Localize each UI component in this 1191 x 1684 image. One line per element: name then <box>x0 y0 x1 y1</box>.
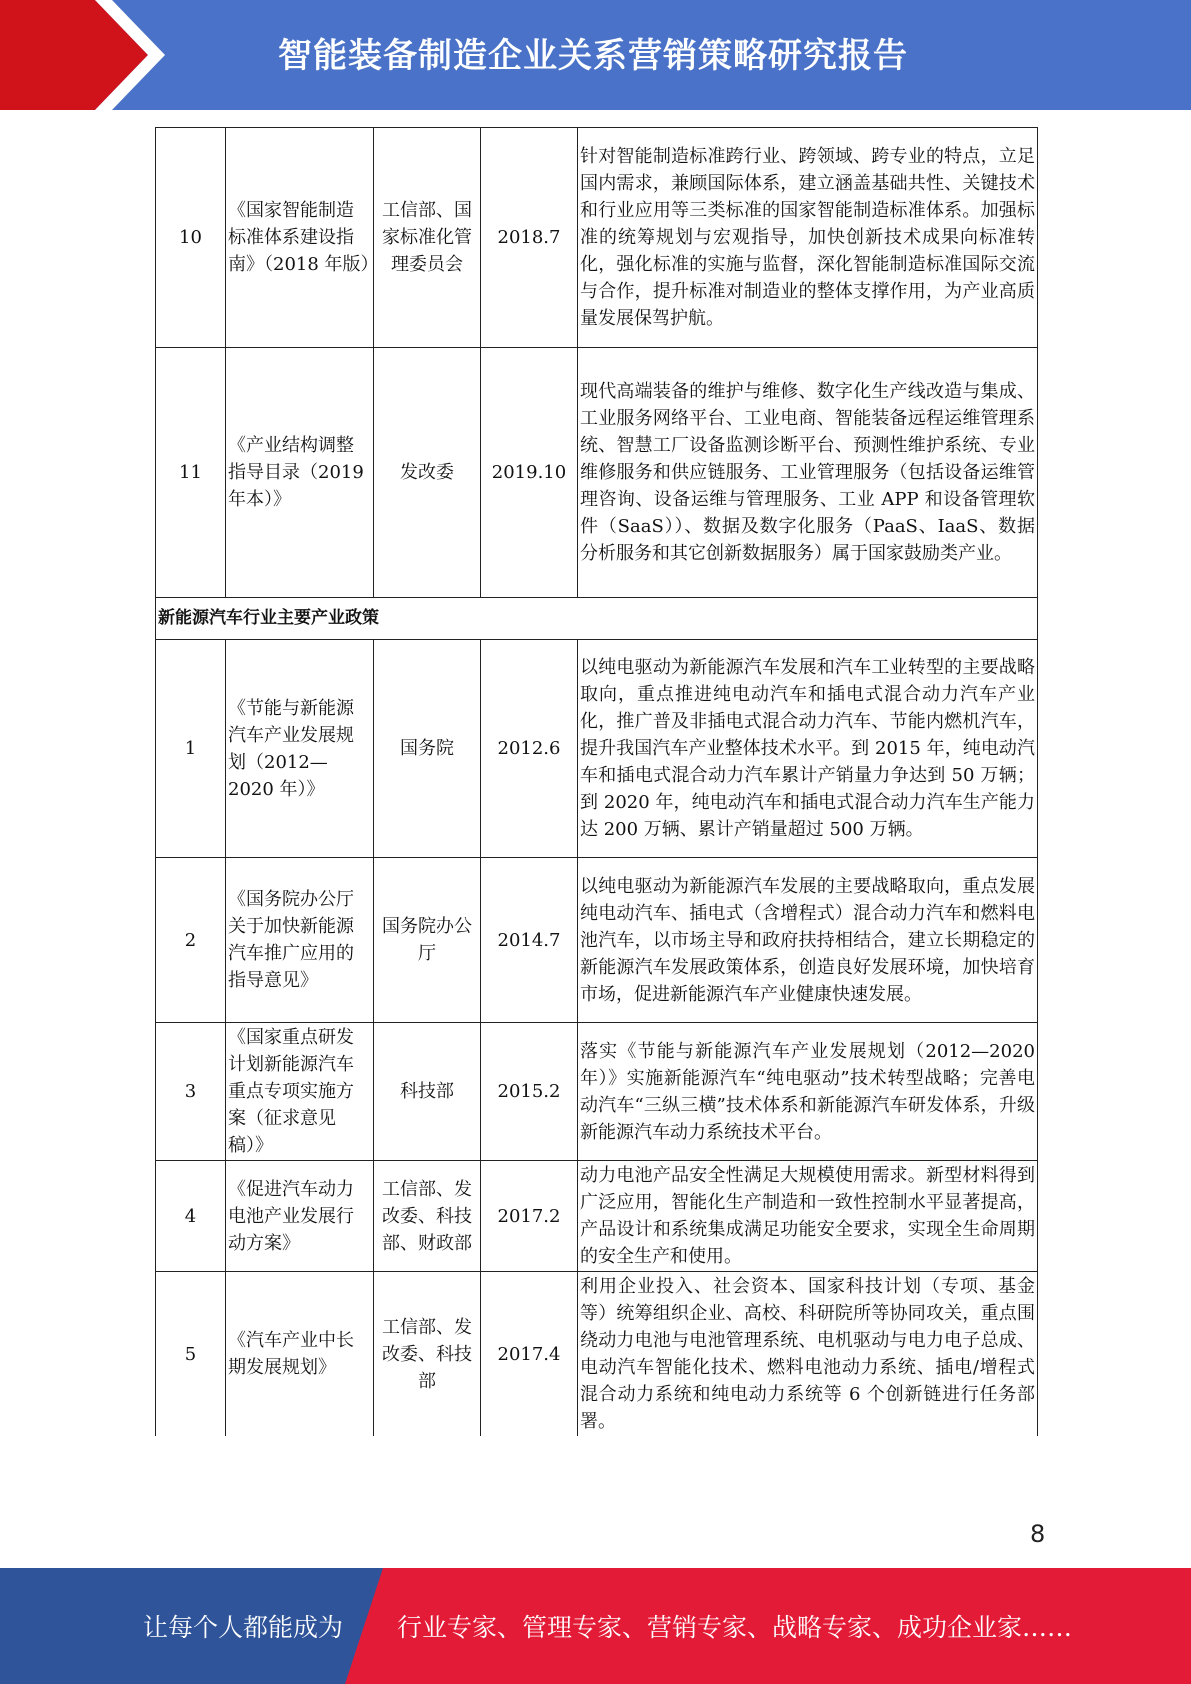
issuing-department: 发改委 <box>374 348 481 598</box>
table-row <box>156 1272 1038 1437</box>
section-title: 新能源汽车行业主要产业政策 <box>156 598 1038 640</box>
policy-description: 动力电池产品安全性满足大规模使用需求。新型材料得到广泛应用，智能化生产制造和一致性控制水平显著提高，产品设计和系统集成满足功能安全要求，实现全生命周期的安全生产和使用。 <box>578 1161 1038 1272</box>
policy-description: 以纯电驱动为新能源汽车发展和汽车工业转型的主要战略取向，重点推进纯电动汽车和插电式混合动力汽车产业化，推广普及非插电式混合动力汽车、节能内燃机汽车，提升我国汽车产业整体技术水平。到 2015 年，纯电动汽车和插电式混合动力汽车累计产销量力争达到 50 万辆；到 2020 年，纯电动汽车和插电式混合动力汽车生产能力达 200 万辆、累计产销量超过 500 万辆。 <box>578 640 1038 858</box>
policy-name: 《促进汽车动力电池产业发展行动方案》 <box>226 1161 374 1272</box>
policy-name: 《节能与新能源汽车产业发展规划（2012—2020 年）》 <box>226 640 374 858</box>
issuing-department: 工信部、国家标准化管理委员会 <box>374 128 481 348</box>
policy-description: 利用企业投入、社会资本、国家科技计划（专项、基金等）统筹组织企业、高校、科研院所等协同攻关，重点围绕动力电池与电池管理系统、电机驱动与电力电子总成、电动汽车智能化技术、燃料电池动力系统、插电/增程式混合动力系统和纯电动力系统等 6 个创新链进行任务部署。 <box>578 1272 1038 1437</box>
issue-date: 2018.7 <box>481 128 578 348</box>
row-number: 3 <box>156 1023 226 1161</box>
footer-slogan-left: 让每个人都能成为 <box>143 1613 344 1642</box>
policy-name: 《国务院办公厅关于加快新能源汽车推广应用的指导意见》 <box>226 858 374 1023</box>
policy-name: 《产业结构调整指导目录（2019 年本）》 <box>226 348 374 598</box>
table-row <box>156 348 1038 598</box>
row-number: 10 <box>156 128 226 348</box>
page-footer <box>0 1568 1191 1684</box>
row-number: 5 <box>156 1272 226 1437</box>
issue-date: 2015.2 <box>481 1023 578 1161</box>
table-row <box>156 1161 1038 1272</box>
row-number: 4 <box>156 1161 226 1272</box>
table-row <box>156 128 1038 348</box>
page-header <box>0 0 1191 110</box>
row-number: 2 <box>156 858 226 1023</box>
issuing-department: 科技部 <box>374 1023 481 1161</box>
issue-date: 2012.6 <box>481 640 578 858</box>
issuing-department: 国务院 <box>374 640 481 858</box>
report-title: 智能装备制造企业关系营销策略研究报告 <box>278 36 908 76</box>
issue-date: 2017.4 <box>481 1272 578 1437</box>
footer-slogan-right: 行业专家、管理专家、营销专家、战略专家、成功企业家…… <box>397 1613 1073 1642</box>
policy-description: 落实《节能与新能源汽车产业发展规划（2012—2020 年）》实施新能源汽车“纯电驱动”技术转型战略；完善电动汽车“三纵三横”技术体系和新能源汽车研发体系，升级新能源汽车动力系统技术平台。 <box>578 1023 1038 1161</box>
policy-description: 针对智能制造标准跨行业、跨领域、跨专业的特点，立足国内需求，兼顾国际体系，建立涵盖基础共性、关键技术和行业应用等三类标准的国家智能制造标准体系。加强标准的统筹规划与宏观指导，加快创新技术成果向标准转化，强化标准的实施与监督，深化智能制造标准国际交流与合作，提升标准对制造业的整体支撑作用，为产业高质量发展保驾护航。 <box>578 128 1038 348</box>
policy-name: 《国家重点研发计划新能源汽车重点专项实施方案（征求意见稿）》 <box>226 1023 374 1161</box>
row-number: 1 <box>156 640 226 858</box>
policy-table <box>155 127 1038 1436</box>
issuing-department: 工信部、发改委、科技部、财政部 <box>374 1161 481 1272</box>
page-number: 8 <box>1030 1520 1046 1548</box>
issuing-department: 工信部、发改委、科技部 <box>374 1272 481 1437</box>
section-header-row <box>156 598 1038 640</box>
policy-name: 《国家智能制造标准体系建设指南》（2018 年版） <box>226 128 374 348</box>
table-row <box>156 1023 1038 1161</box>
issue-date: 2017.2 <box>481 1161 578 1272</box>
issue-date: 2014.7 <box>481 858 578 1023</box>
issue-date: 2019.10 <box>481 348 578 598</box>
row-number: 11 <box>156 348 226 598</box>
table-row <box>156 640 1038 858</box>
policy-description: 以纯电驱动为新能源汽车发展的主要战略取向，重点发展纯电动汽车、插电式（含增程式）混合动力汽车和燃料电池汽车，以市场主导和政府扶持相结合，建立长期稳定的新能源汽车发展政策体系，创造良好发展环境，加快培育市场，促进新能源汽车产业健康快速发展。 <box>578 858 1038 1023</box>
issuing-department: 国务院办公厅 <box>374 858 481 1023</box>
policy-name: 《汽车产业中长期发展规划》 <box>226 1272 374 1437</box>
table-row <box>156 858 1038 1023</box>
policy-description: 现代高端装备的维护与维修、数字化生产线改造与集成、工业服务网络平台、工业电商、智能装备远程运维管理系统、智慧工厂设备监测诊断平台、预测性维护系统、专业维修服务和供应链服务、工业管理服务（包括设备运维管理咨询、设备运维与管理服务、工业 APP 和设备管理软件（SaaS））、数据及数字化服务（PaaS、IaaS、数据分析服务和其它创新数据服务）属于国家鼓励类产业。 <box>578 348 1038 598</box>
